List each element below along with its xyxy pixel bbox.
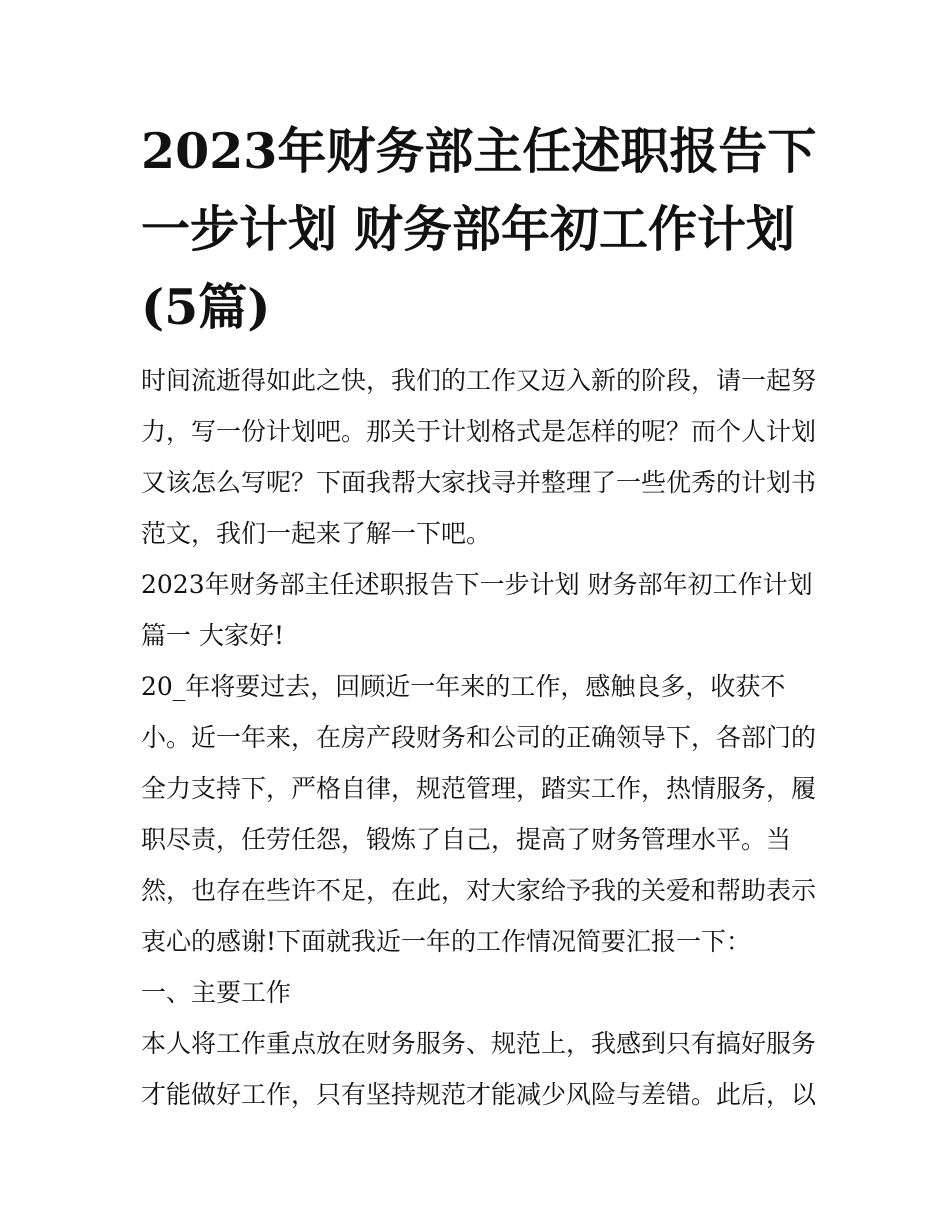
body-line: 2023年财务部主任述职报告下一步计划 财务部年初工作计划: [141, 570, 813, 599]
body-line: 力，写一份计划吧。那关于计划格式是怎样的呢？而个人计划: [141, 417, 817, 446]
body-line: 职尽责，任劳任怨，锻炼了自己，提高了财务管理水平。当: [141, 825, 792, 854]
body-line: 然，也存在些许不足，在此，对大家给予我的关爱和帮助表示: [141, 876, 817, 905]
body-line: 才能做好工作，只有坚持规范才能减少风险与差错。此后，以: [141, 1080, 817, 1109]
body-line: 篇一 大家好!: [141, 621, 284, 650]
body-line: 时间流逝得如此之快，我们的工作又迈入新的阶段，请一起努: [141, 366, 817, 395]
body-line: 范文，我们一起来了解一下吧。: [141, 519, 492, 548]
body-line: 20_年将要过去，回顾近一年来的工作，感触良多，收获不: [141, 672, 786, 701]
title-line: 2023年财务部主任述职报告下: [141, 122, 817, 180]
body-line: 全力支持下，严格自律，规范管理，踏实工作，热情服务，履: [141, 774, 817, 803]
section-heading: 一、主要工作: [141, 978, 292, 1007]
body-line: 本人将工作重点放在财务服务、规范上，我感到只有搞好服务: [141, 1029, 817, 1058]
title-line: 一步计划 财务部年初工作计划: [141, 200, 796, 258]
body-line: 小。近一年来，在房产段财务和公司的正确领导下，各部门的: [141, 723, 817, 752]
title-line: (5篇): [141, 278, 271, 336]
body-line: 又该怎么写呢？下面我帮大家找寻并整理了一些优秀的计划书: [141, 468, 817, 497]
body-line: 衷心的感谢!下面就我近一年的工作情况简要汇报一下：: [141, 927, 752, 956]
document-body: [141, 355, 821, 1120]
document-title: [141, 112, 821, 346]
